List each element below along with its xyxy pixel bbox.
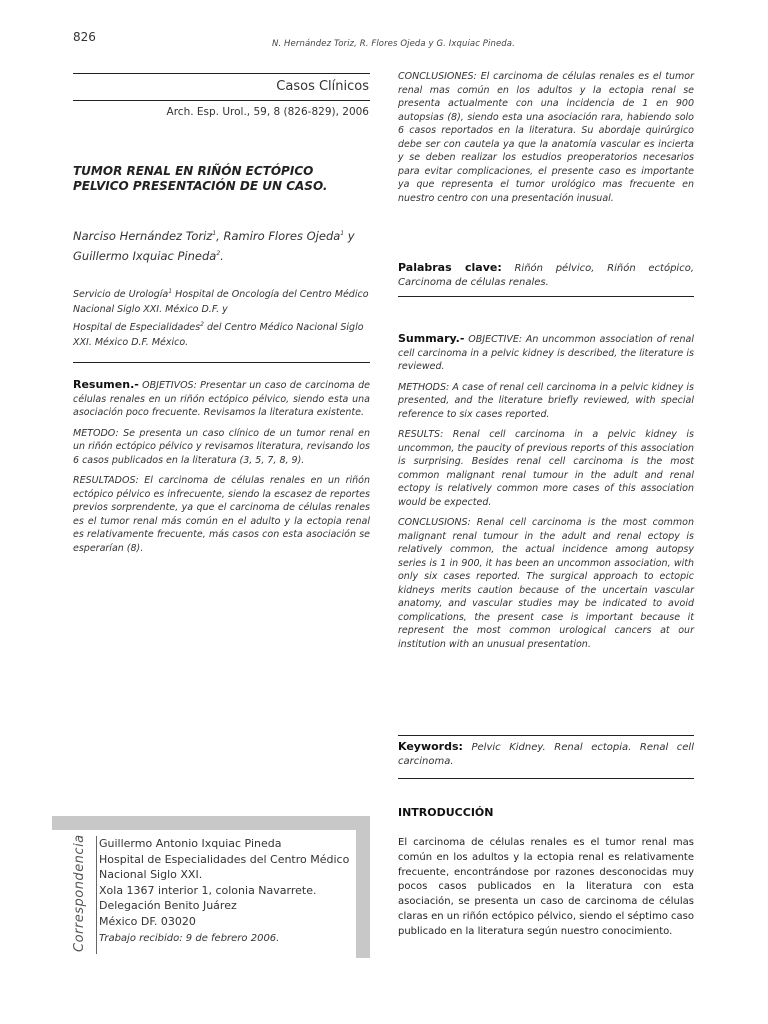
keywords-label: Keywords: bbox=[398, 740, 463, 753]
summary-results: RESULTS: Renal cell carcinoma in a pelvic kidney is uncommon, the paucity of previous reports of this association is surprising. Besides renal cell carcinoma is the most common malignant renal tumour in the adult and renal ectopy is relatively common more cases of this association would be expected. bbox=[398, 429, 694, 508]
received-date: Trabajo recibido: 9 de febrero 2006. bbox=[99, 933, 280, 944]
affiliation-1-mark: 1 bbox=[168, 288, 173, 295]
correspondence-divider bbox=[96, 836, 97, 954]
affiliation-rule bbox=[73, 362, 370, 363]
resumen-label: Resumen.- bbox=[73, 378, 139, 391]
resumen-metodo: METODO: Se presenta un caso clínico de un tumor renal en un riñón ectópico pélvico y revisamos literatura, revisando los 6 casos publicados en la literatura (3, 5, 7, 8, 9). bbox=[73, 427, 370, 466]
affiliation-1-rest: Hospital de Oncología del Centro Médico Nacional Siglo XXI. México D.F. y bbox=[73, 289, 369, 316]
affiliation-2-rest: del Centro Médico Nacional Siglo XXI. México D.F. México. bbox=[73, 322, 364, 349]
author-2: , Ramiro Flores Ojeda bbox=[216, 228, 341, 243]
resumen-block bbox=[73, 378, 370, 562]
keywords-top-rule bbox=[398, 735, 694, 736]
author-1-affiliation: 1 bbox=[212, 230, 217, 237]
correspondence-address bbox=[99, 836, 359, 947]
section-title: Casos Clínicos bbox=[276, 79, 369, 94]
summary-label: Summary.- bbox=[398, 332, 465, 345]
resumen-conclusiones: CONCLUSIONES: El carcinoma de células renales es el tumor renal mas común en los adultos y la ectopia renal se presenta actualmente con una incidencia de 1 en 900 autopsias (8), siendo esta una asociación rara, habiendo solo 6 casos reportados en la literatura. Su abordaje quirúrgico debe ser con cautela ya que la anatomía vascular es incierta y se deben realizar los estudios preoperatorios necesarios para evitar complicaciones, el presente caso es importante ya que representa el tumor urológico mas frecuente en nuestro centro con una presentación inusual. bbox=[398, 71, 694, 204]
resumen-continuation bbox=[398, 70, 694, 212]
correspondence-line: México DF. 03020 bbox=[99, 914, 196, 928]
author-conjunction: y bbox=[344, 228, 355, 243]
journal-reference: Arch. Esp. Urol., 59, 8 (826-829), 2006 bbox=[166, 106, 369, 118]
introduccion-heading: INTRODUCCIÓN bbox=[398, 806, 494, 819]
correspondence-vertical-label: Correspondencia bbox=[72, 834, 87, 952]
correspondence-line: Xola 1367 interior 1, colonia Navarrete. bbox=[99, 883, 317, 897]
correspondence-line: Delegación Benito Juárez bbox=[99, 899, 237, 912]
author-1: Narciso Hernández Toriz bbox=[73, 228, 213, 243]
section-rule bbox=[73, 100, 370, 101]
palabras-clave-rule bbox=[398, 296, 694, 297]
resumen-objetivos-text: OBJETIVOS: Presentar un caso de carcinoma de células renales en un riñón ectópico pélvico, siendo esta una asociación poco frecuente. Revisamos la literatura existente. bbox=[73, 380, 370, 418]
resumen-resultados: RESULTADOS: El carcinoma de células renales en un riñón ectópico pélvico es infrecuente, siendo la escasez de reportes previos sorprendente, ya que el carcinoma de células renales es el tumor renal más común en el adulto y la ectopia renal es relativamente frecuente, más casos con esta asociación se esperarían (8). bbox=[73, 475, 370, 554]
resumen-objetivos bbox=[73, 378, 370, 420]
keywords-block bbox=[398, 740, 694, 775]
author-list-end: . bbox=[220, 248, 224, 263]
affiliation-1: Servicio de Urología bbox=[73, 289, 169, 301]
author-3-affiliation: 2 bbox=[216, 249, 221, 257]
correspondence-line: Nacional Siglo XXI. bbox=[99, 868, 203, 881]
palabras-clave-text: Riñón pélvico, Riñón ectópico, Carcinoma de células renales. bbox=[398, 263, 695, 288]
summary-methods: METHODS: A case of renal cell carcinoma in a pelvic kidney is presented, and the literature briefly reviewed, with special reference to six cases reported. bbox=[398, 381, 694, 420]
correspondence-line: Guillermo Antonio Ixquiac Pineda bbox=[99, 837, 282, 850]
affiliation-2-mark: 2 bbox=[200, 321, 204, 329]
palabras-clave-label: Palabras clave: bbox=[398, 261, 502, 274]
running-header: N. Hernández Toriz, R. Flores Ojeda y G. Ixquiac Pineda. bbox=[272, 39, 515, 49]
affiliation-2: Hospital de Especialidades bbox=[73, 322, 201, 334]
keywords-bottom-rule bbox=[398, 778, 694, 779]
page-number: 826 bbox=[73, 30, 96, 44]
summary-objective: OBJECTIVE: An uncommon association of renal cell carcinoma in a pelvic kidney is described, the literature is reviewed. bbox=[398, 334, 694, 372]
summary-block bbox=[398, 332, 694, 658]
correspondence-line: Hospital de Especialidades del Centro Médico bbox=[99, 852, 350, 866]
palabras-clave-block bbox=[398, 261, 694, 296]
author-2-affiliation: 1 bbox=[340, 230, 345, 237]
author-3: Guillermo Ixquiac Pineda bbox=[73, 248, 217, 263]
top-rule bbox=[73, 73, 370, 74]
keywords-text: Pelvic Kidney. Renal ectopia. Renal cell carcinoma. bbox=[398, 742, 694, 767]
introduccion-text: El carcinoma de células renales es el tumor renal mas común en los adultos y la ectopia renal es relativamente frecuente, encontrándose por razones desconocidas muy pocos casos publicados en la literatura con esta asociación, se presenta un caso de carcinoma de células claras en un riñón ectópico pélvico, siendo el séptimo caso publicado en la literatura según nuestro conocimiento. bbox=[398, 837, 694, 937]
author-list bbox=[73, 225, 373, 265]
article-title: TUMOR RENAL EN RIÑÓN ECTÓPICO PELVICO PRESENTACIÓN DE UN CASO. bbox=[73, 164, 328, 193]
affiliations bbox=[73, 284, 373, 350]
summary-conclusions: CONCLUSIONS: Renal cell carcinoma is the most common malignant renal tumour in the adult and renal ectopy is relatively common, the actual incidence among autopsy series is 1 in 900, it has been an uncommon association, with only six cases reported. The surgical approach to ectopic kidneys merits caution because of the uncertain vascular anatomy, and vascular studies may be indicated to avoid complications, the present case is important because it represent the most common urological cancers at our institution with an unusual presentation. bbox=[398, 517, 694, 650]
